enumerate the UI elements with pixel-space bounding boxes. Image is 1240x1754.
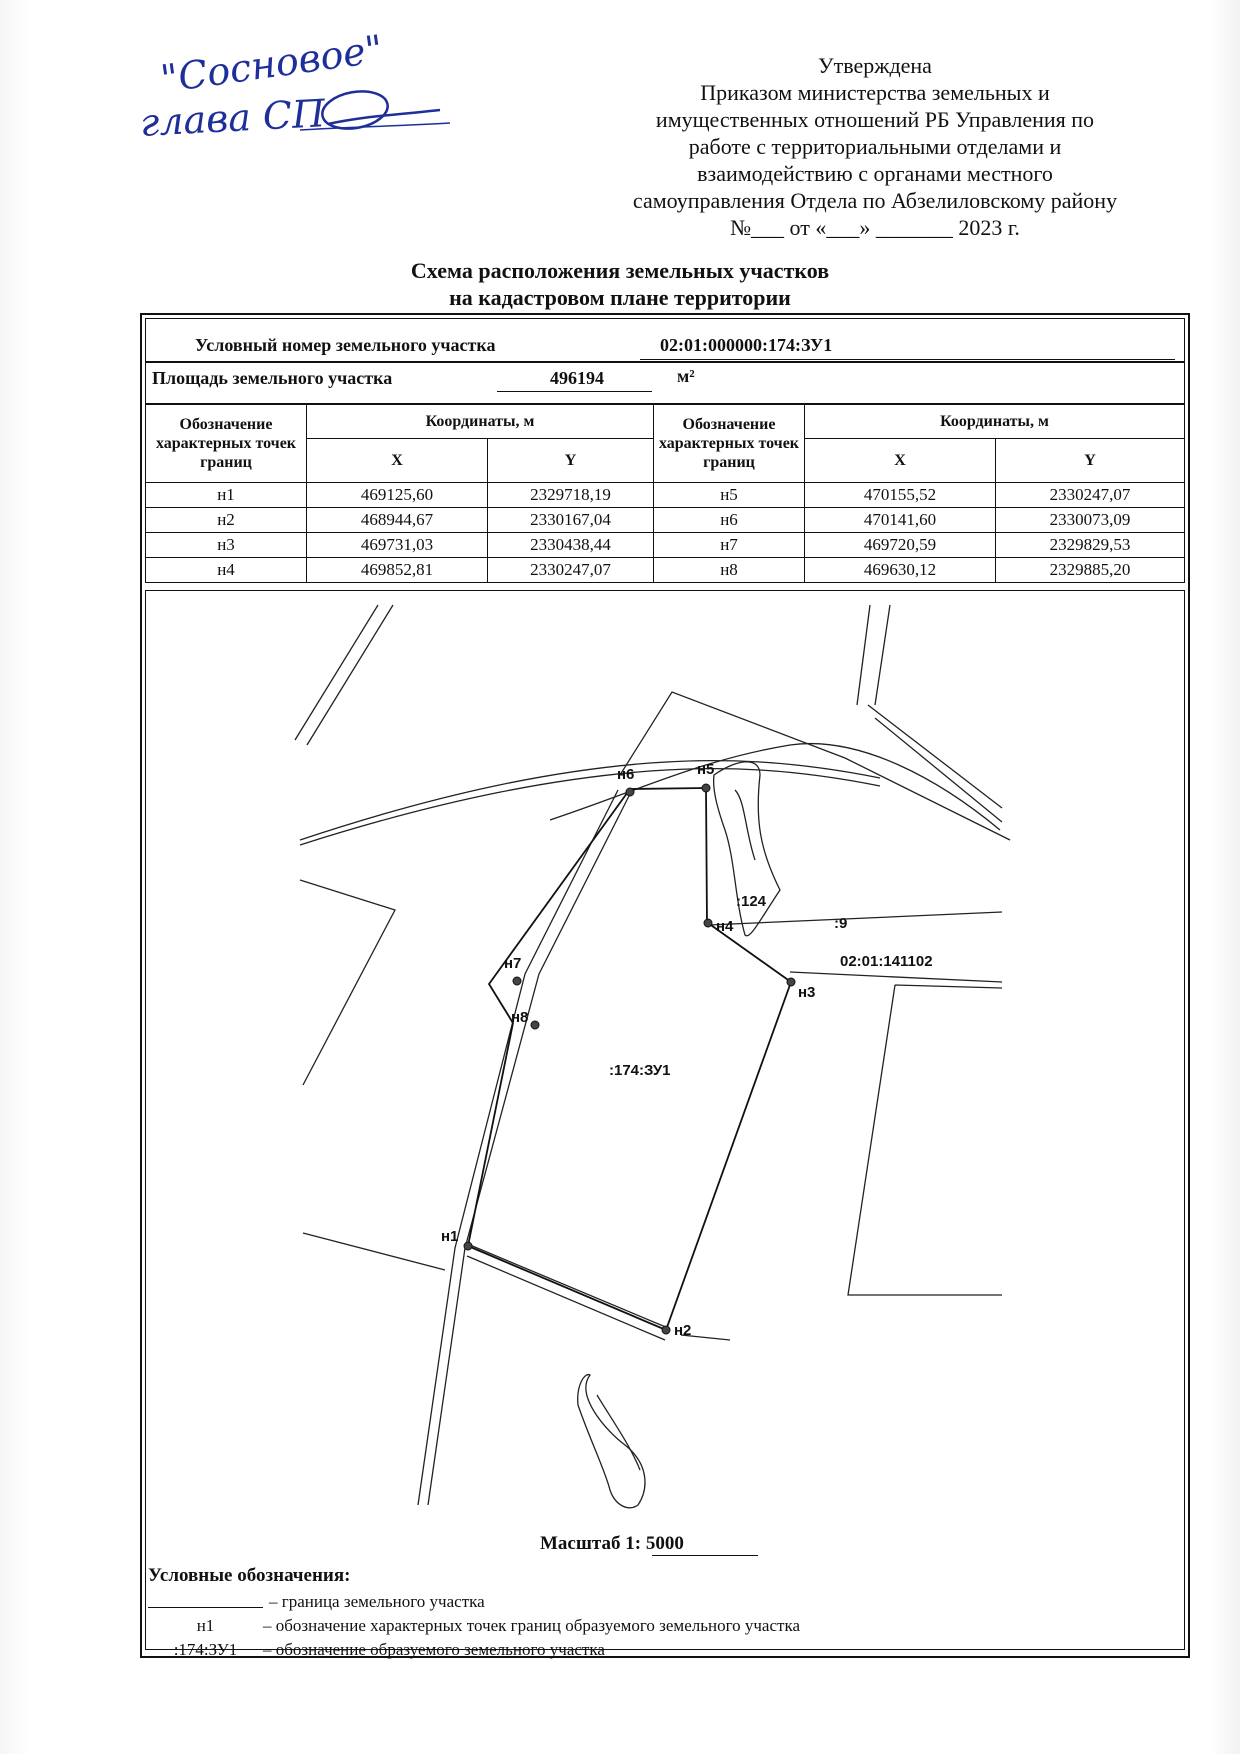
map-line (848, 985, 1002, 1295)
header-y: Y (488, 439, 654, 483)
plot-label: :174:ЗУ1 (609, 1062, 671, 1079)
x-cell: 468944,67 (307, 508, 488, 533)
map-line (300, 769, 880, 845)
map-line (307, 605, 393, 745)
header-coords: Координаты, м (805, 405, 1185, 439)
x-cell: 469125,60 (307, 483, 488, 508)
map-line (790, 972, 1002, 982)
scale-value: 5000 (645, 1533, 684, 1554)
y-cell: 2329829,53 (996, 533, 1185, 558)
scale-underline (652, 1555, 758, 1556)
header-point: Обозначение характерных точек границ (654, 405, 805, 483)
legend-text: – обозначение образуемого земельного участка (263, 1640, 605, 1659)
point-cell: н2 (146, 508, 307, 533)
legend-line-icon (148, 1599, 263, 1608)
map-line (620, 692, 1010, 840)
legend-key: :174:ЗУ1 (173, 1640, 238, 1659)
x-cell: 469630,12 (805, 558, 996, 583)
x-cell: 469720,59 (805, 533, 996, 558)
approval-line: Утверждена (818, 53, 932, 78)
header-point: Обозначение характерных точек границ (146, 405, 307, 483)
point-label-n2: н2 (674, 1322, 692, 1339)
map-line (735, 790, 755, 860)
boundary-point-n4 (704, 919, 712, 927)
point-cell: н1 (146, 483, 307, 508)
header-y: Y (996, 439, 1185, 483)
legend-title: Условные обозначения: (148, 1565, 351, 1586)
map-line (578, 1375, 645, 1508)
boundary-point-n8 (531, 1021, 539, 1029)
boundary-point-n5 (702, 784, 710, 792)
approval-line: самоуправления Отдела по Абзелиловскому району (632, 188, 1118, 213)
y-cell: 2330247,07 (488, 558, 654, 583)
map-line (467, 1256, 665, 1340)
legend-item (148, 1592, 485, 1612)
header-x: X (307, 439, 488, 483)
map-line (868, 705, 1002, 808)
map-line (470, 1245, 668, 1328)
y-cell: 2330438,44 (488, 533, 654, 558)
map-line (428, 790, 632, 1505)
quarter-label: 02:01:141102 (840, 953, 933, 970)
map-line (300, 880, 395, 1085)
parcel-area-label: Площадь земельного участка (152, 368, 393, 388)
legend-text: – обозначение характерных точек границ образуемого земельного участка (263, 1616, 800, 1635)
label-124: :124 (736, 893, 767, 910)
map-line (303, 1233, 445, 1270)
point-label-n8: н8 (511, 1009, 529, 1026)
x-cell: 470155,52 (805, 483, 996, 508)
parcel-area-value: 496194 (550, 368, 604, 388)
parcel-number-label: Условный номер земельного участка (195, 335, 496, 355)
point-label-n6: н6 (617, 766, 635, 783)
boundary-point-n2 (662, 1326, 670, 1334)
map-line (709, 912, 1002, 925)
map-line (875, 718, 1002, 822)
y-cell: 2329718,19 (488, 483, 654, 508)
handwritten-line-1: "Сосновое" (158, 26, 386, 102)
map-line (857, 605, 870, 705)
point-cell: н8 (654, 558, 805, 583)
approval-line: работе с территориальными отделами и (688, 134, 1062, 159)
header-x: X (805, 439, 996, 483)
approval-line: имущественных отношений РБ Управления по (655, 107, 1095, 132)
handwritten-line-2: глава СП (138, 91, 327, 145)
point-cell: н4 (146, 558, 307, 583)
approval-line: №___ от «___» _______ 2023 г. (730, 215, 1020, 240)
approval-line: Приказом министерства земельных и (700, 80, 1050, 105)
map-line (295, 605, 378, 740)
parcel-area-unit: м² (677, 366, 695, 386)
boundary-point-n6 (626, 788, 634, 796)
point-cell: н3 (146, 533, 307, 558)
boundary-point-n1 (464, 1242, 472, 1250)
map-line (875, 605, 890, 705)
y-cell: 2329885,20 (996, 558, 1185, 583)
title-line-1: Схема расположения земельных участков (410, 258, 830, 283)
x-cell: 469731,03 (307, 533, 488, 558)
y-cell: 2330247,07 (996, 483, 1185, 508)
point-label-n3: н3 (798, 984, 816, 1001)
point-label-n7: н7 (504, 955, 522, 972)
parcel-number-value: 02:01:000000:174:ЗУ1 (660, 335, 833, 355)
x-cell: 469852,81 (307, 558, 488, 583)
legend-item (148, 1616, 800, 1636)
point-label-n1: н1 (441, 1228, 459, 1245)
legend-text: – граница земельного участка (269, 1592, 485, 1611)
boundary-point-n7 (513, 977, 521, 985)
legend-item (148, 1640, 605, 1660)
scale-label: Масштаб 1: (540, 1533, 642, 1554)
legend-key: н1 (196, 1616, 215, 1635)
point-cell: н7 (654, 533, 805, 558)
scale-text (540, 1533, 684, 1555)
y-cell: 2330167,04 (488, 508, 654, 533)
point-cell: н6 (654, 508, 805, 533)
boundary-point-n3 (787, 978, 795, 986)
header-coords: Координаты, м (307, 405, 654, 439)
y-cell: 2330073,09 (996, 508, 1185, 533)
title-line-2: на кадастровом плане территории (449, 285, 791, 310)
map-line (597, 1395, 640, 1470)
label-9: :9 (834, 915, 848, 932)
point-label-n4: н4 (716, 918, 734, 935)
x-cell: 470141,60 (805, 508, 996, 533)
point-cell: н5 (654, 483, 805, 508)
map-line (550, 744, 1000, 830)
point-label-n5: н5 (697, 761, 715, 778)
approval-line: взаимодействию с органами местного (697, 161, 1053, 186)
